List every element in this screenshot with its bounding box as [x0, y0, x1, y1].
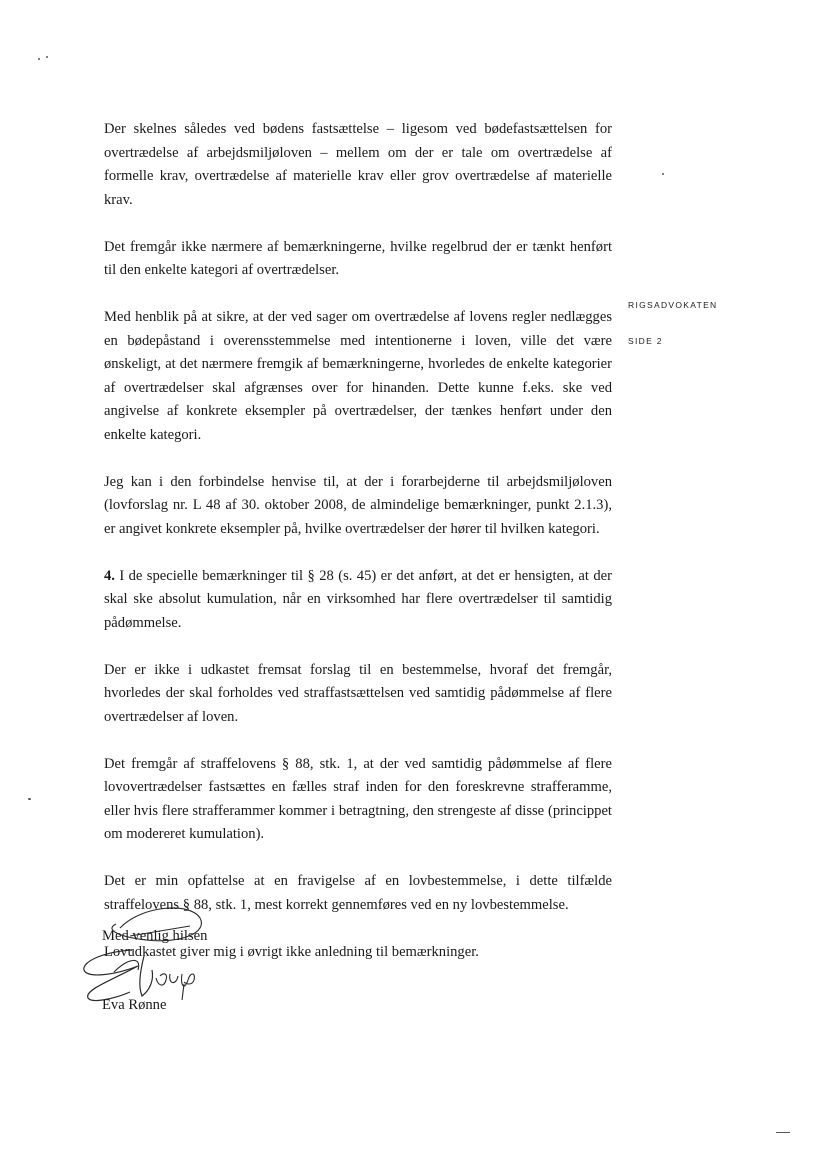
scan-speck	[28, 798, 31, 800]
section-number: 4.	[104, 567, 115, 584]
paragraph-opinion: Det er min opfattelse at en fravigelse af en lovbestemmelse, i dette tilfælde straffelovens § 88, stk. 1, mest korrekt gennemføres ved en ny lovbestemmelse.	[104, 873, 612, 913]
scan-speck	[38, 58, 40, 60]
scan-speck	[662, 173, 664, 175]
paragraph-unclear-categories: Det fremgår ikke nærmere af bemærkningerne, hvilke regelbrud der er tænkt henført til den enkelte kategori af overtrædelser.	[104, 238, 612, 278]
page-number: SIDE 2	[628, 336, 663, 346]
paragraph-no-further-remarks: Lovudkastet giver mig i øvrigt ikke anledning til bemærkninger.	[104, 943, 479, 960]
paragraph-recommendation: Med henblik på at sikre, at der ved sager om overtrædelse af lovens regler nedlægges en bødepåstand i overensstemmelse med intentionerne i loven, ville det være ønskeligt, at det nærmere fremgik af bemærkningerne, hvorledes de enkelte kategorier af overtrædelser skal afgrænses over for hinanden. Dette kunne f.eks. ske ved angivelse af konkrete eksempler på overtrædelser, der tænkes henført under den enkelte kategori.	[104, 309, 612, 443]
paragraph-penal-code: Det fremgår af straffelovens § 88, stk. 1, at der ved samtidig pådømmelse af flere lovovertrædelser fastsættes en fælles straf inden for den foreskrevne strafferamme, eller hvis flere strafferammer kommer i betragtning, den strengeste af disse (princippet om modereret kumulation).	[104, 755, 612, 842]
handwritten-signature	[72, 900, 222, 1015]
paragraph-no-provision: Der er ikke i udkastet fremsat forslag til en bestemmelse, hvoraf det fremgår, hvorledes der skal forholdes ved straffastsættelsen ved samtidig pådømmelse af flere overtrædelser af loven.	[104, 661, 612, 725]
paragraph-reference: Jeg kan i den forbindelse henvise til, at der i forarbejderne til arbejdsmiljøloven (lovforslag nr. L 48 af 30. oktober 2008, de almindelige bemærkninger, punkt 2.1.3), er angivet konkrete eksempler på, hvilke overtrædelser der hører til hvilken kategori.	[104, 473, 612, 537]
letter-body	[104, 118, 612, 964]
section-4-text: I de specielle bemærkninger til § 28 (s. 45) er det anført, at det er hensigten, at der skal ske absolut kumulation, når en virksomhed har flere overtrædelser til samtidig pådømmelse.	[104, 567, 612, 631]
scan-speck	[46, 56, 48, 58]
organization-name: RIGSADVOKATEN	[628, 300, 718, 310]
letterhead-sidebar	[628, 300, 717, 346]
scan-speck	[776, 1132, 790, 1133]
paragraph-fine-categories: Der skelnes således ved bødens fastsættelse – ligesom ved bødefastsættelsen for overtrædelse af arbejdsmiljøloven – mellem om der er tale om overtrædelse af formelle krav, overtrædelse af materielle krav eller grov overtrædelse af materielle krav.	[104, 121, 612, 208]
paragraph-section-4	[104, 565, 612, 636]
closing-salutation: Med venlig hilsen	[102, 928, 208, 944]
signer-name: Eva Rønne	[102, 997, 167, 1013]
